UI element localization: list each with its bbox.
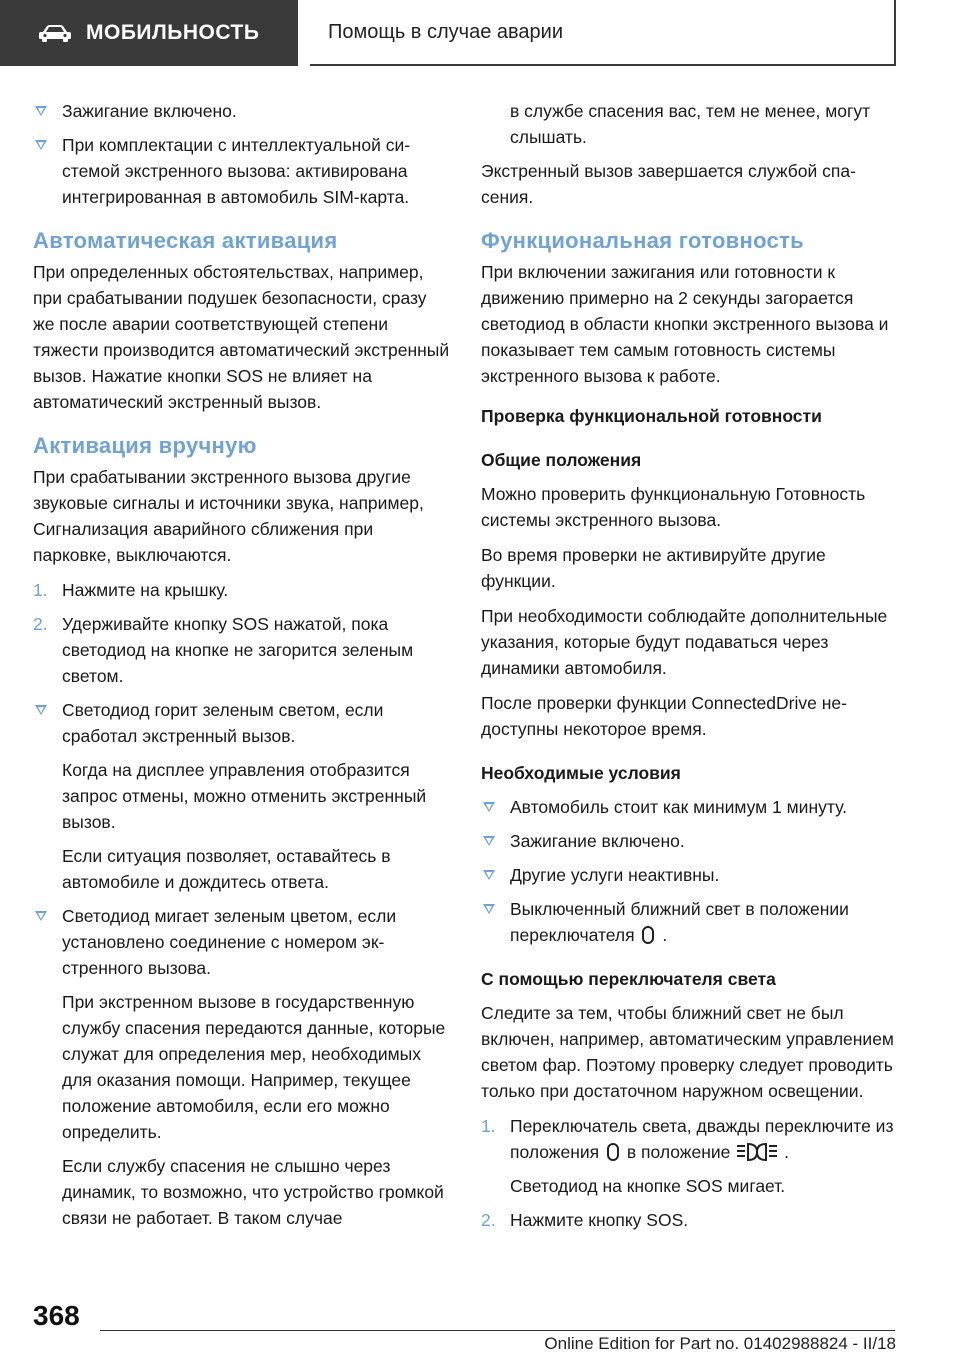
chapter-title: Помощь в случае аварии [328, 20, 563, 43]
list-item: При комплектации с интеллектуальной системой экстренного вызова: активирована интегрированная в автомобиль SIM-карта. [33, 132, 451, 210]
heading-conditions: Необходимые условия [481, 763, 681, 783]
paragraph: Если службу спасения не слышно через динамик, то возможно, что устройство громкой связи не работает. В таком случае [62, 1156, 444, 1228]
paragraph: Экстренный вызов завершается службой спасения. [481, 161, 856, 207]
page-header [0, 0, 960, 68]
paragraph: При необходимости соблюдайте дополнительные указания, которые будут подаваться через динамики автомобиля. [481, 606, 888, 678]
paragraph: Можно проверить функциональную Готовность системы экстренного вызова. [481, 484, 866, 530]
car-icon [38, 23, 72, 43]
paragraph: Светодиод на кнопке SOS мигает. [510, 1176, 786, 1196]
step-item: 1. Переключатель света, дважды переключите из положения в положение . [481, 1113, 899, 1165]
left-column [33, 98, 451, 1239]
bullet-triangle-icon [483, 802, 495, 812]
paragraph: Во время проверки не активируйте другие функции. [481, 545, 826, 591]
bullet-triangle-icon [483, 904, 495, 914]
light-switch-off-icon [639, 925, 657, 947]
bullet-triangle-icon [35, 140, 47, 150]
light-switch-off-icon [604, 1142, 622, 1164]
step-item: 2. Удерживайте кнопку SOS нажатой, пока светодиод на кнопке не загорится зеленым светом. [33, 614, 414, 686]
list-item: Автомобиль стоит как минимум 1 минуту. [481, 794, 899, 820]
step-item: 1. Нажмите на крышку. [33, 580, 229, 600]
heading-readiness: Функциональная готовность [481, 228, 804, 253]
bullet-triangle-icon [483, 870, 495, 880]
heading-manual-activation: Активация вручную [33, 433, 257, 458]
paragraph: Когда на дисплее управления отобразится запрос отмены, можно отменить экстренный вызов. [62, 760, 427, 832]
list-item: Зажигание включено. [33, 98, 451, 124]
paragraph: При срабатывании экстренного вызова другие звуковые сигналы и источники звука, например, Сигнализация аварийного сближения при парковке, выключаются. [33, 467, 424, 565]
page-number: 368 [33, 1300, 80, 1331]
edition-note: Online Edition for Part no. 01402988824 - II/18 [544, 1334, 896, 1353]
right-column [481, 98, 899, 1241]
paragraph: Следите за тем, чтобы ближний свет не был включен, например, автоматическим управлением светом фар. Поэтому проверку следует проводить только при достаточном наружном освещении. [481, 1003, 894, 1101]
section-tab [0, 0, 298, 66]
paragraph: При определенных обстоятельствах, например, при срабатывании подушек безопасности, сразу же после аварии соответствующей степени тяжести производится автоматический экстренный вызов. Нажатие кнопки SOS не влияет на автоматический экстренный вызов. [33, 262, 450, 412]
section-title: МОБИЛЬНОСТЬ [86, 21, 260, 44]
footer-rule [100, 1330, 895, 1331]
bullet-triangle-icon [483, 836, 495, 846]
step-item: 2. Нажмите кнопку SOS. [481, 1210, 689, 1230]
low-beam-icon [735, 1142, 779, 1164]
list-item: Светодиод мигает зеленым цветом, если установлено соединение с номером экстренного вызова. [33, 903, 451, 981]
list-item: Выключенный ближний свет в положении переключателя . [481, 896, 899, 948]
paragraph: После проверки функции ConnectedDrive недоступны некоторое время. [481, 693, 847, 739]
bullet-triangle-icon [35, 106, 47, 116]
paragraph: При включении зажигания или готовности к движению примерно на 2 секунды загорается светодиод в области кнопки экстренного вызова и показывает тем самым готовность системы экстренного вызова к работе. [481, 262, 889, 386]
list-item: Светодиод горит зеленым светом, если сработал экстренный вызов. [33, 697, 451, 749]
bullet-triangle-icon [35, 705, 47, 715]
heading-auto-activation: Автоматическая активация [33, 228, 338, 253]
paragraph: При экстренном вызове в государственную службу спасения передаются данные, которые служат для определения мер, необходимых для оказания помощи. Например, текущее положение автомобиля, если его можно определить. [62, 992, 446, 1142]
heading-readiness-check: Проверка функциональной готовности [481, 406, 822, 426]
paragraph: Если ситуация позволяет, оставайтесь в автомобиле и дождитесь ответа. [62, 846, 391, 892]
heading-light-switch: С помощью переключателя света [481, 969, 776, 989]
list-item: Другие услуги неактивны. [481, 862, 899, 888]
list-item: Зажигание включено. [481, 828, 899, 854]
bullet-triangle-icon [35, 911, 47, 921]
heading-general: Общие положения [481, 450, 642, 470]
page-footer [0, 1290, 960, 1362]
chapter-tab [310, 0, 896, 66]
paragraph: в службе спасения вас, тем не менее, могут слышать. [510, 101, 871, 147]
